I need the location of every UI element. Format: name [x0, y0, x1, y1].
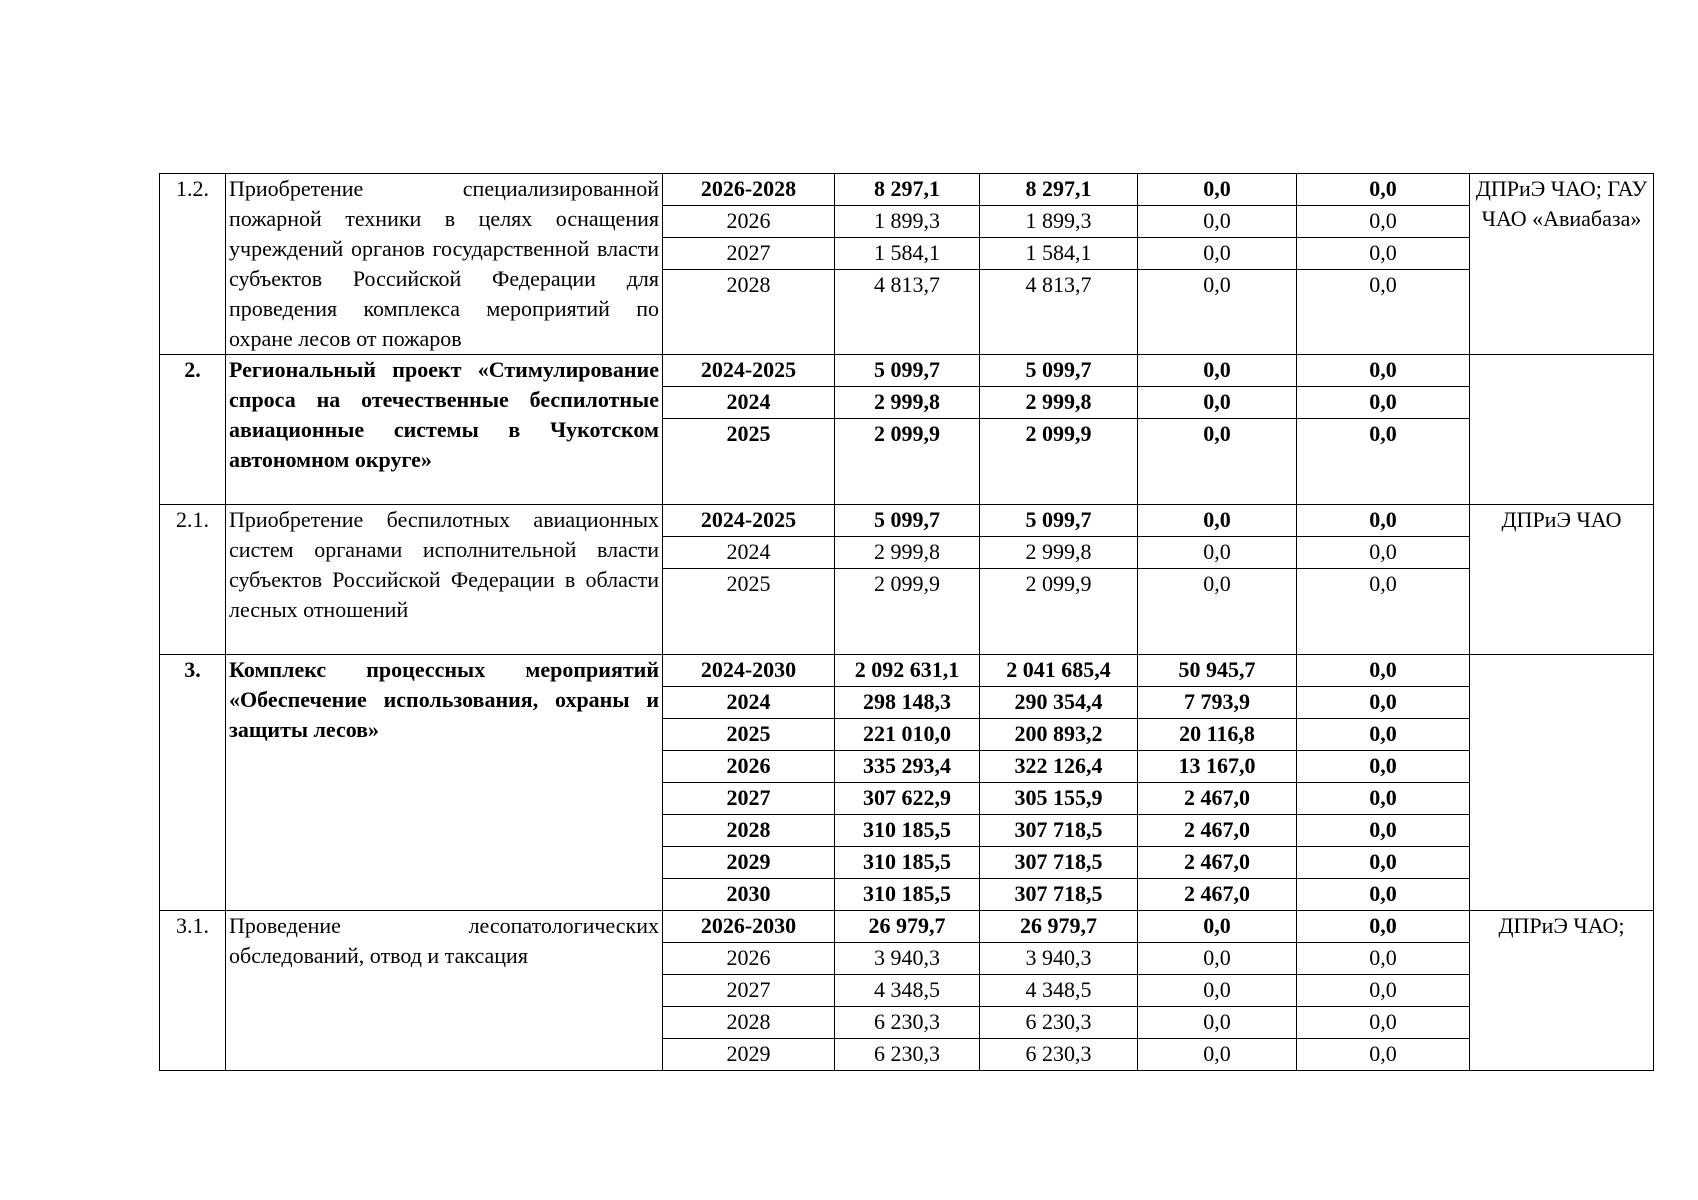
total-cell: 310 185,5	[835, 879, 980, 911]
row-number: 1.2.	[160, 174, 226, 355]
value-cell: 0,0	[1138, 943, 1297, 975]
year-cell: 2030	[663, 879, 835, 911]
year-cell: 2026	[663, 943, 835, 975]
value-cell: 307 718,5	[980, 847, 1138, 879]
total-cell: 1 584,1	[835, 238, 980, 270]
year-cell: 2025	[663, 419, 835, 505]
value-cell: 2 041 685,4	[980, 655, 1138, 687]
total-cell: 4 348,5	[835, 975, 980, 1007]
value-cell: 1 899,3	[980, 206, 1138, 238]
value-cell: 0,0	[1138, 419, 1297, 505]
year-cell: 2027	[663, 975, 835, 1007]
row-group-2-1	[160, 505, 1654, 655]
total-cell: 335 293,4	[835, 751, 980, 783]
value-cell: 13 167,0	[1138, 751, 1297, 783]
value-cell: 0,0	[1297, 879, 1470, 911]
row-name: Приобретение беспилотных авиационных систем органами исполнительной власти субъектов Российской Федерации в области лесных отношений	[226, 505, 663, 655]
value-cell: 0,0	[1297, 206, 1470, 238]
value-cell: 6 230,3	[980, 1039, 1138, 1071]
value-cell: 2 999,8	[980, 387, 1138, 419]
funding-table	[159, 173, 1654, 1071]
total-cell: 2 999,8	[835, 387, 980, 419]
year-cell: 2028	[663, 1007, 835, 1039]
total-cell: 3 940,3	[835, 943, 980, 975]
total-cell: 6 230,3	[835, 1007, 980, 1039]
row-number: 2.	[160, 355, 226, 505]
value-cell: 0,0	[1297, 687, 1470, 719]
total-cell: 1 899,3	[835, 206, 980, 238]
total-cell: 2 092 631,1	[835, 655, 980, 687]
value-cell: 0,0	[1297, 419, 1470, 505]
value-cell: 2 467,0	[1138, 847, 1297, 879]
value-cell: 0,0	[1297, 1007, 1470, 1039]
total-cell: 2 099,9	[835, 419, 980, 505]
total-cell: 2 099,9	[835, 569, 980, 655]
total-cell: 6 230,3	[835, 1039, 980, 1071]
value-cell: 0,0	[1297, 719, 1470, 751]
value-cell: 0,0	[1138, 355, 1297, 387]
row-name: Комплекс процессных мероприятий «Обеспечение использования, охраны и защиты лесов»	[226, 655, 663, 911]
value-cell: 0,0	[1297, 975, 1470, 1007]
value-cell: 0,0	[1138, 270, 1297, 355]
value-cell: 1 584,1	[980, 238, 1138, 270]
value-cell: 20 116,8	[1138, 719, 1297, 751]
total-cell: 2 999,8	[835, 537, 980, 569]
value-cell: 0,0	[1297, 847, 1470, 879]
value-cell: 5 099,7	[980, 505, 1138, 537]
value-cell: 0,0	[1297, 537, 1470, 569]
value-cell: 2 999,8	[980, 537, 1138, 569]
row-name: Региональный проект «Стимулирование спроса на отечественные беспилотные авиационные системы в Чукотском автономном округе»	[226, 355, 663, 505]
year-cell: 2029	[663, 1039, 835, 1071]
row-number: 3.1.	[160, 911, 226, 1071]
executor-cell: ДПРиЭ ЧАО	[1470, 505, 1654, 655]
value-cell: 2 467,0	[1138, 879, 1297, 911]
value-cell: 200 893,2	[980, 719, 1138, 751]
value-cell: 2 467,0	[1138, 783, 1297, 815]
year-cell: 2028	[663, 270, 835, 355]
value-cell: 0,0	[1297, 174, 1470, 206]
value-cell: 0,0	[1138, 238, 1297, 270]
year-cell: 2024-2030	[663, 655, 835, 687]
year-cell: 2027	[663, 783, 835, 815]
executor-cell: ДПРиЭ ЧАО;	[1470, 911, 1654, 1071]
value-cell: 0,0	[1297, 238, 1470, 270]
year-cell: 2028	[663, 815, 835, 847]
executor-cell: ДПРиЭ ЧАО; ГАУ ЧАО «Авиабаза»	[1470, 174, 1654, 355]
year-cell: 2024	[663, 537, 835, 569]
value-cell: 0,0	[1138, 387, 1297, 419]
executor-cell	[1470, 655, 1654, 911]
row-group-3-1	[160, 911, 1654, 1071]
year-cell: 2027	[663, 238, 835, 270]
year-cell: 2026	[663, 206, 835, 238]
value-cell: 305 155,9	[980, 783, 1138, 815]
value-cell: 50 945,7	[1138, 655, 1297, 687]
executor-cell	[1470, 355, 1654, 505]
year-cell: 2026	[663, 751, 835, 783]
total-cell: 4 813,7	[835, 270, 980, 355]
value-cell: 0,0	[1138, 911, 1297, 943]
year-cell: 2026-2030	[663, 911, 835, 943]
value-cell: 0,0	[1138, 975, 1297, 1007]
row-name: Приобретение специализированной пожарной техники в целях оснащения учреждений органов государственной власти субъектов Российской Федерации для проведения комплекса мероприятий по охране лесов от пожаров	[226, 174, 663, 355]
value-cell: 6 230,3	[980, 1007, 1138, 1039]
year-cell: 2024-2025	[663, 505, 835, 537]
row-group-1-2	[160, 174, 1654, 355]
row-number: 2.1.	[160, 505, 226, 655]
value-cell: 0,0	[1297, 655, 1470, 687]
value-cell: 0,0	[1138, 1007, 1297, 1039]
year-cell: 2025	[663, 719, 835, 751]
row-group-3	[160, 655, 1654, 911]
year-cell: 2024	[663, 687, 835, 719]
value-cell: 0,0	[1138, 174, 1297, 206]
value-cell: 2 099,9	[980, 569, 1138, 655]
value-cell: 307 718,5	[980, 815, 1138, 847]
value-cell: 26 979,7	[980, 911, 1138, 943]
value-cell: 322 126,4	[980, 751, 1138, 783]
value-cell: 7 793,9	[1138, 687, 1297, 719]
value-cell: 8 297,1	[980, 174, 1138, 206]
value-cell: 0,0	[1297, 943, 1470, 975]
value-cell: 0,0	[1297, 505, 1470, 537]
value-cell: 0,0	[1297, 387, 1470, 419]
row-number: 3.	[160, 655, 226, 911]
total-cell: 310 185,5	[835, 847, 980, 879]
total-cell: 310 185,5	[835, 815, 980, 847]
value-cell: 5 099,7	[980, 355, 1138, 387]
total-cell: 221 010,0	[835, 719, 980, 751]
value-cell: 0,0	[1297, 270, 1470, 355]
value-cell: 0,0	[1138, 537, 1297, 569]
total-cell: 307 622,9	[835, 783, 980, 815]
value-cell: 0,0	[1138, 505, 1297, 537]
value-cell: 0,0	[1138, 206, 1297, 238]
value-cell: 0,0	[1297, 1039, 1470, 1071]
value-cell: 0,0	[1297, 569, 1470, 655]
total-cell: 5 099,7	[835, 505, 980, 537]
value-cell: 0,0	[1138, 569, 1297, 655]
value-cell: 3 940,3	[980, 943, 1138, 975]
row-name: Проведение лесопатологических обследований, отвод и таксация	[226, 911, 663, 1071]
value-cell: 0,0	[1297, 911, 1470, 943]
total-cell: 298 148,3	[835, 687, 980, 719]
value-cell: 0,0	[1297, 815, 1470, 847]
year-cell: 2024-2025	[663, 355, 835, 387]
year-cell: 2026-2028	[663, 174, 835, 206]
value-cell: 2 099,9	[980, 419, 1138, 505]
row-group-2	[160, 355, 1654, 505]
year-cell: 2024	[663, 387, 835, 419]
total-cell: 5 099,7	[835, 355, 980, 387]
total-cell: 26 979,7	[835, 911, 980, 943]
year-cell: 2025	[663, 569, 835, 655]
value-cell: 0,0	[1138, 1039, 1297, 1071]
value-cell: 4 813,7	[980, 270, 1138, 355]
value-cell: 307 718,5	[980, 879, 1138, 911]
value-cell: 0,0	[1297, 751, 1470, 783]
value-cell: 2 467,0	[1138, 815, 1297, 847]
total-cell: 8 297,1	[835, 174, 980, 206]
value-cell: 290 354,4	[980, 687, 1138, 719]
value-cell: 4 348,5	[980, 975, 1138, 1007]
value-cell: 0,0	[1297, 783, 1470, 815]
year-cell: 2029	[663, 847, 835, 879]
value-cell: 0,0	[1297, 355, 1470, 387]
